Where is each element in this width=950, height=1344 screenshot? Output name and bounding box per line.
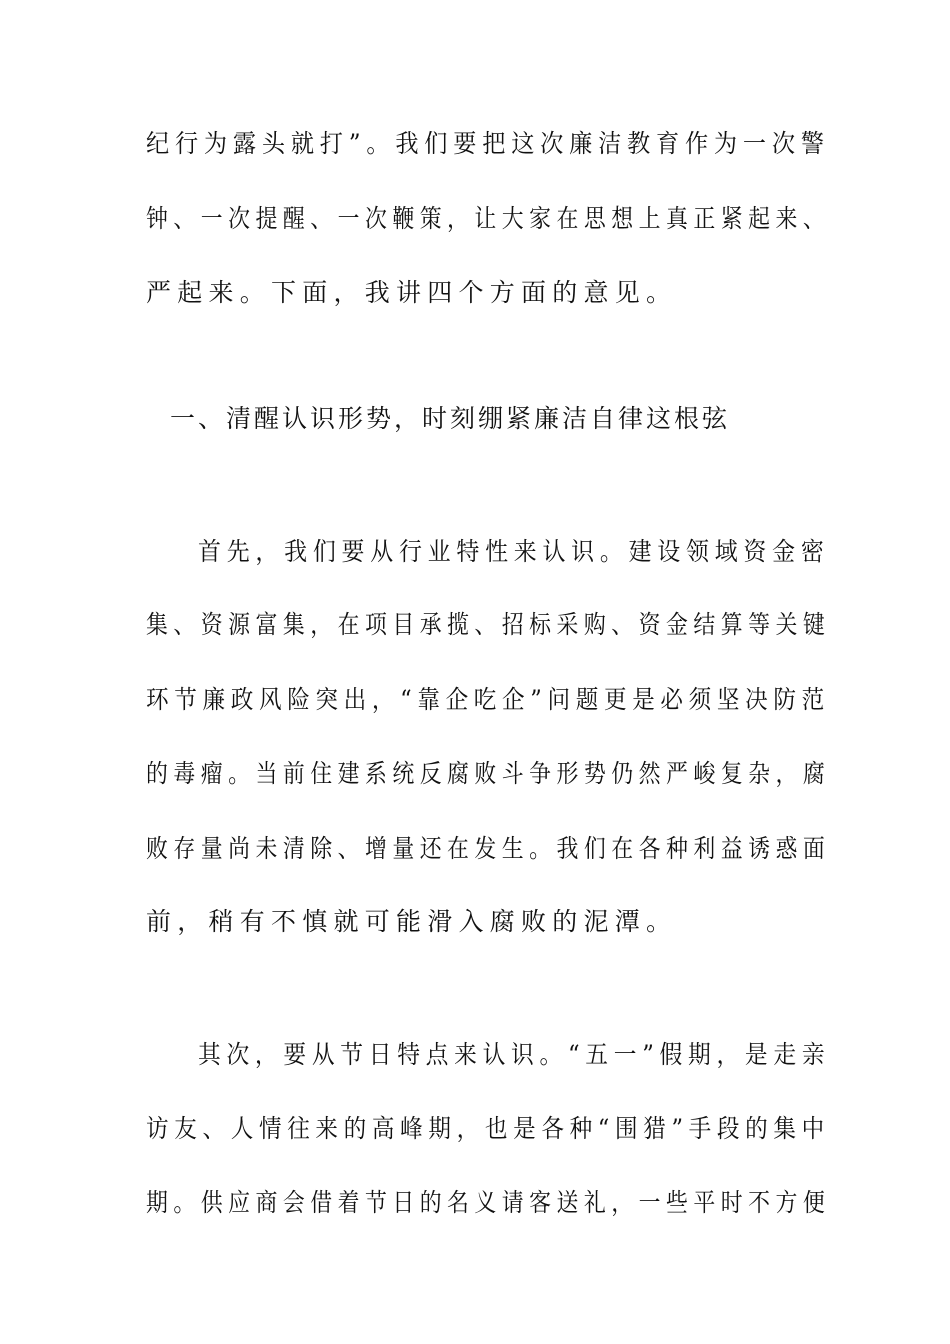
paragraph-line: 其次，要从节日特点来认识。“五一”假期，是走亲 — [198, 1040, 831, 1069]
paragraph-line: 集、资源富集，在项目承揽、招标采购、资金结算等关键 — [146, 610, 831, 639]
paragraph-line: 的毒瘤。当前住建系统反腐败斗争形势仍然严峻复杂，腐 — [146, 759, 831, 788]
paragraph-line: 严起来。下面，我讲四个方面的意见。 — [146, 278, 678, 307]
paragraph-line: 纪行为露头就打”。我们要把这次廉洁教育作为一次警 — [146, 129, 830, 158]
paragraph-line: 败存量尚未清除、增量还在发生。我们在各种利益诱惑面 — [146, 834, 831, 863]
paragraph-line: 环节廉政风险突出，“靠企吃企”问题更是必须坚决防范 — [146, 685, 830, 714]
paragraph-line: 期。供应商会借着节日的名义请客送礼，一些平时不方便 — [146, 1188, 831, 1217]
paragraph-line: 钟、一次提醒、一次鞭策，让大家在思想上真正紧起来、 — [146, 204, 831, 233]
paragraph-line: 前，稍有不慎就可能滑入腐败的泥潭。 — [146, 907, 678, 936]
section-heading: 一、清醒认识形势，时刻绷紧廉洁自律这根弦 — [170, 404, 731, 433]
paragraph-line: 首先，我们要从行业特性来认识。建设领域资金密 — [198, 537, 830, 566]
paragraph-line: 访友、人情往来的高峰期，也是各种“围猎”手段的集中 — [146, 1114, 830, 1143]
